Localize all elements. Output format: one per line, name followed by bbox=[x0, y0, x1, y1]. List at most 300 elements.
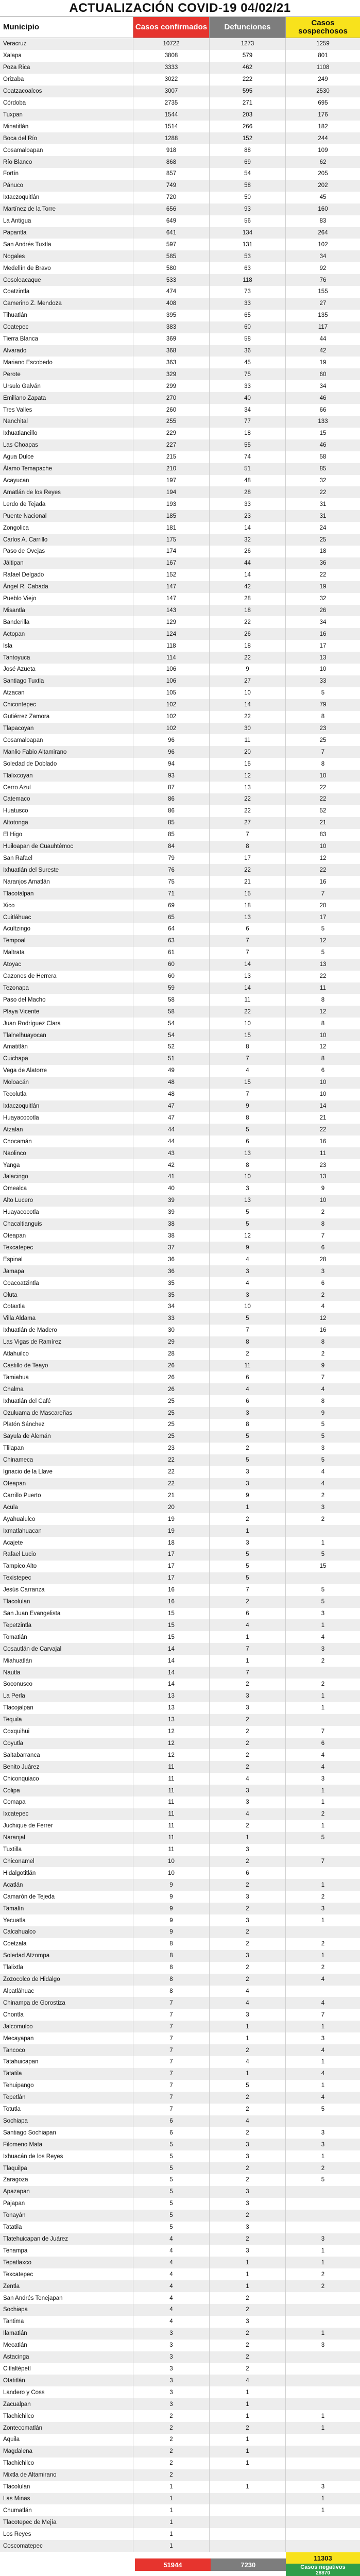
cell-defunciones: 2 bbox=[210, 2422, 286, 2434]
cell-sospechosos: 25 bbox=[319, 536, 327, 543]
cell-confirmados: 2 bbox=[133, 2422, 210, 2434]
cell-confirmados: 28 bbox=[133, 1348, 210, 1360]
cell-confirmados: 9 bbox=[133, 1914, 210, 1926]
cell-municipio: Oteapan bbox=[0, 1230, 133, 1242]
cell-defunciones: 42 bbox=[210, 581, 286, 593]
cell-confirmados: 22 bbox=[133, 1466, 210, 1478]
table-row bbox=[0, 971, 360, 982]
cell-municipio: Camarón de Tejeda bbox=[0, 1891, 133, 1903]
cell-confirmados: 105 bbox=[133, 687, 210, 699]
cell-confirmados: 395 bbox=[133, 310, 210, 321]
cell-defunciones: 1 bbox=[210, 2481, 286, 2493]
cell-confirmados: 19 bbox=[133, 1525, 210, 1537]
cell-confirmados: 369 bbox=[133, 333, 210, 345]
table-row bbox=[0, 2340, 360, 2351]
cell-defunciones: 134 bbox=[210, 227, 286, 239]
cell-confirmados: 102 bbox=[133, 699, 210, 711]
cell-confirmados: 20 bbox=[133, 1501, 210, 1513]
cell-sospechosos: 4 bbox=[321, 1999, 325, 2006]
table-row bbox=[0, 1112, 360, 1124]
table-row bbox=[0, 1619, 360, 1631]
cell-defunciones: 1 bbox=[210, 1525, 286, 1537]
cell-defunciones: 3 bbox=[210, 1844, 286, 1856]
cell-confirmados: 58 bbox=[133, 994, 210, 1006]
cell-defunciones: 1 bbox=[210, 2021, 286, 2032]
table-row bbox=[0, 1690, 360, 1702]
cell-sospechosos: 2530 bbox=[316, 88, 330, 95]
cell-defunciones: 4 bbox=[210, 1065, 286, 1077]
cell-defunciones: 1 bbox=[210, 1501, 286, 1513]
cell-sospechosos: 3 bbox=[321, 1775, 325, 1782]
table-header bbox=[0, 16, 360, 38]
table-row bbox=[0, 38, 360, 50]
table-row bbox=[0, 1844, 360, 1856]
cell-confirmados: 79 bbox=[133, 853, 210, 865]
cell-municipio: Gutiérrez Zamora bbox=[0, 711, 133, 723]
cell-municipio: Cerro Azul bbox=[0, 782, 133, 793]
cell-sospechosos: 155 bbox=[318, 289, 328, 295]
cell-municipio: Orizaba bbox=[0, 74, 133, 86]
table-row bbox=[0, 1136, 360, 1147]
cell-municipio: Tlacolulan bbox=[0, 2481, 133, 2493]
cell-defunciones: 5 bbox=[210, 1549, 286, 1561]
cell-sospechosos bbox=[286, 2458, 360, 2469]
table-row bbox=[0, 1147, 360, 1159]
cell-defunciones: 4 bbox=[210, 1773, 286, 1785]
cell-confirmados: 368 bbox=[133, 345, 210, 357]
cell-defunciones: 3 bbox=[210, 2245, 286, 2257]
cell-municipio: Huatusco bbox=[0, 805, 133, 817]
cell-confirmados: 7 bbox=[133, 1997, 210, 2009]
table-row bbox=[0, 888, 360, 900]
table-row bbox=[0, 1667, 360, 1679]
cell-municipio: Altotonga bbox=[0, 817, 133, 829]
cell-sospechosos: 109 bbox=[318, 147, 328, 154]
cell-sospechosos: 10 bbox=[319, 843, 327, 850]
cell-sospechosos: 1 bbox=[321, 2153, 325, 2160]
cell-municipio: Chinampa de Gorostiza bbox=[0, 1997, 133, 2009]
table-row bbox=[0, 1195, 360, 1207]
cell-confirmados: 7 bbox=[133, 2104, 210, 2115]
cell-municipio: Filomeno Mata bbox=[0, 2139, 133, 2150]
cell-confirmados: 13 bbox=[133, 1714, 210, 1726]
cell-municipio: Atlahuilco bbox=[0, 1348, 133, 1360]
cell-sospechosos bbox=[286, 2386, 360, 2398]
cell-confirmados: 17 bbox=[133, 1561, 210, 1572]
cell-sospechosos bbox=[286, 2115, 360, 2127]
cell-municipio: Saltabarranca bbox=[0, 1749, 133, 1761]
table-row bbox=[0, 62, 360, 74]
table-row bbox=[0, 1371, 360, 1383]
cell-municipio: Omealca bbox=[0, 1183, 133, 1195]
cell-defunciones: 5 bbox=[210, 1218, 286, 1230]
cell-municipio: Xico bbox=[0, 900, 133, 911]
cell-sospechosos: 3 bbox=[321, 2141, 325, 2148]
cell-defunciones: 2 bbox=[210, 2044, 286, 2056]
table-body bbox=[0, 38, 360, 2552]
cell-sospechosos: 45 bbox=[319, 194, 327, 201]
cell-defunciones: 58 bbox=[210, 333, 286, 345]
table-row bbox=[0, 2056, 360, 2068]
table-row bbox=[0, 1407, 360, 1419]
cell-defunciones: 12 bbox=[210, 1230, 286, 1242]
table-row bbox=[0, 2469, 360, 2481]
cell-defunciones: 2 bbox=[210, 2162, 286, 2174]
cell-sospechosos: 5 bbox=[321, 1551, 325, 1558]
cell-confirmados: 143 bbox=[133, 605, 210, 617]
cell-defunciones: 11 bbox=[210, 994, 286, 1006]
cell-municipio: Ixhuatlán del Sureste bbox=[0, 864, 133, 876]
table-row bbox=[0, 156, 360, 168]
cell-defunciones: 1 bbox=[210, 2386, 286, 2398]
cell-sospechosos: 1 bbox=[321, 1787, 325, 1794]
cell-confirmados: 85 bbox=[133, 829, 210, 841]
cell-municipio: Ixtaczoquitlán bbox=[0, 1100, 133, 1112]
cell-defunciones: 28 bbox=[210, 593, 286, 605]
cell-municipio: Comapa bbox=[0, 1797, 133, 1808]
cell-municipio: Ilamatlán bbox=[0, 2328, 133, 2340]
cell-defunciones: 3 bbox=[210, 2186, 286, 2198]
cell-defunciones: 2 bbox=[210, 1938, 286, 1950]
cell-sospechosos: 16 bbox=[319, 1138, 327, 1145]
cell-confirmados: 19 bbox=[133, 1513, 210, 1525]
cell-sospechosos: 22 bbox=[319, 973, 327, 980]
cell-confirmados: 1 bbox=[133, 2481, 210, 2493]
cell-defunciones: 27 bbox=[210, 817, 286, 829]
cell-municipio: Camerino Z. Mendoza bbox=[0, 298, 133, 310]
cell-municipio: Papantla bbox=[0, 227, 133, 239]
cell-sospechosos: 10 bbox=[319, 1032, 327, 1039]
table-row bbox=[0, 1761, 360, 1773]
cell-confirmados: 29 bbox=[133, 1336, 210, 1348]
table-row bbox=[0, 2032, 360, 2044]
table-row bbox=[0, 605, 360, 617]
table-row bbox=[0, 1856, 360, 1868]
table-row bbox=[0, 250, 360, 262]
cell-sospechosos: 16 bbox=[319, 1327, 327, 1334]
cell-confirmados: 641 bbox=[133, 227, 210, 239]
cell-sospechosos: 10 bbox=[319, 1197, 327, 1204]
table-row bbox=[0, 1572, 360, 1584]
table-row bbox=[0, 2351, 360, 2363]
cell-defunciones: 222 bbox=[210, 74, 286, 86]
table-row bbox=[0, 2328, 360, 2340]
cell-sospechosos: 19 bbox=[319, 359, 327, 366]
cell-confirmados: 61 bbox=[133, 947, 210, 959]
cell-municipio: Jesús Carranza bbox=[0, 1584, 133, 1596]
cell-sospechosos: 22 bbox=[319, 796, 327, 803]
cell-confirmados: 5 bbox=[133, 2150, 210, 2162]
cell-defunciones: 33 bbox=[210, 298, 286, 310]
table-row bbox=[0, 534, 360, 546]
cell-municipio: Nogales bbox=[0, 250, 133, 262]
cell-municipio: Naranjal bbox=[0, 1832, 133, 1844]
cell-confirmados: 87 bbox=[133, 782, 210, 793]
table-row bbox=[0, 628, 360, 640]
cell-defunciones: 2 bbox=[210, 1962, 286, 1974]
cell-municipio: Apazapan bbox=[0, 2186, 133, 2198]
cell-confirmados: 69 bbox=[133, 900, 210, 911]
table-row bbox=[0, 1903, 360, 1914]
cell-defunciones: 27 bbox=[210, 675, 286, 687]
cell-municipio: Texcatepec bbox=[0, 1242, 133, 1253]
cell-municipio: Catemaco bbox=[0, 793, 133, 805]
cell-municipio: Nautla bbox=[0, 1667, 133, 1679]
table-row bbox=[0, 1230, 360, 1242]
cell-defunciones: 2 bbox=[210, 2304, 286, 2316]
cell-confirmados: 197 bbox=[133, 475, 210, 487]
cell-sospechosos: 13 bbox=[319, 961, 327, 968]
cell-defunciones: 13 bbox=[210, 1147, 286, 1159]
cell-sospechosos bbox=[286, 2375, 360, 2386]
cell-municipio: Santiago Sochiapan bbox=[0, 2127, 133, 2139]
cell-defunciones bbox=[210, 2516, 286, 2528]
cell-municipio: Acajete bbox=[0, 1537, 133, 1549]
cell-sospechosos: 1 bbox=[321, 1622, 325, 1629]
cell-municipio: Santiago Tuxtla bbox=[0, 675, 133, 687]
cell-municipio: Juchique de Ferrer bbox=[0, 1820, 133, 1832]
cell-confirmados: 76 bbox=[133, 864, 210, 876]
table-row bbox=[0, 1301, 360, 1313]
cell-municipio: Paso del Macho bbox=[0, 994, 133, 1006]
cell-confirmados: 52 bbox=[133, 1041, 210, 1053]
cell-sospechosos: 1 bbox=[321, 1693, 325, 1700]
cell-confirmados: 918 bbox=[133, 144, 210, 156]
table-row bbox=[0, 770, 360, 782]
cell-defunciones: 3 bbox=[210, 1466, 286, 1478]
cell-confirmados: 4 bbox=[133, 2233, 210, 2245]
cell-municipio: Sochiapa bbox=[0, 2115, 133, 2127]
cell-confirmados: 1 bbox=[133, 2516, 210, 2528]
cell-municipio: Tlacojalpan bbox=[0, 1702, 133, 1714]
cell-confirmados: 185 bbox=[133, 510, 210, 522]
cell-defunciones: 23 bbox=[210, 510, 286, 522]
header-defunciones: Defunciones bbox=[210, 17, 286, 38]
cell-sospechosos: 3 bbox=[321, 1610, 325, 1617]
table-row bbox=[0, 2363, 360, 2375]
table-row bbox=[0, 1608, 360, 1620]
cell-confirmados: 54 bbox=[133, 1029, 210, 1041]
cell-municipio: Mecayapan bbox=[0, 2032, 133, 2044]
cell-sospechosos bbox=[286, 2363, 360, 2375]
cell-sospechosos: 176 bbox=[318, 111, 328, 118]
cell-defunciones: 22 bbox=[210, 864, 286, 876]
cell-municipio: Fortín bbox=[0, 168, 133, 180]
cell-confirmados: 40 bbox=[133, 1183, 210, 1195]
cell-sospechosos: 5 bbox=[321, 2177, 325, 2183]
cell-defunciones: 3 bbox=[210, 2222, 286, 2233]
table-row bbox=[0, 2257, 360, 2268]
cell-confirmados: 210 bbox=[133, 463, 210, 475]
cell-municipio: Pánuco bbox=[0, 180, 133, 192]
cell-municipio: José Azueta bbox=[0, 664, 133, 675]
cell-confirmados: 8 bbox=[133, 1974, 210, 1986]
cell-defunciones: 4 bbox=[210, 2056, 286, 2068]
cell-confirmados: 215 bbox=[133, 451, 210, 463]
cell-municipio: Tamiahua bbox=[0, 1371, 133, 1383]
cell-defunciones: 2 bbox=[210, 1974, 286, 1986]
cell-municipio: Veracruz bbox=[0, 38, 133, 50]
cell-confirmados: 3333 bbox=[133, 62, 210, 74]
cell-confirmados: 71 bbox=[133, 888, 210, 900]
cell-sospechosos: 33 bbox=[319, 678, 327, 685]
table-row bbox=[0, 1336, 360, 1348]
cell-sospechosos: 4 bbox=[321, 1469, 325, 1476]
cell-municipio: Playa Vicente bbox=[0, 1006, 133, 1018]
cell-defunciones: 6 bbox=[210, 1371, 286, 1383]
cell-sospechosos bbox=[286, 2398, 360, 2410]
cell-sospechosos: 10 bbox=[319, 1079, 327, 1086]
cell-municipio: Cuitláhuac bbox=[0, 911, 133, 923]
cell-municipio: Cosautlán de Carvajal bbox=[0, 1643, 133, 1655]
page-title: ACTUALIZACIÓN COVID-19 04/02/21 bbox=[69, 1, 291, 15]
table-row bbox=[0, 1360, 360, 1372]
table-row bbox=[0, 1596, 360, 1608]
cell-sospechosos: 4 bbox=[321, 1303, 325, 1310]
cell-sospechosos: 22 bbox=[319, 489, 327, 496]
cell-defunciones: 3 bbox=[210, 1797, 286, 1808]
cell-confirmados: 6 bbox=[133, 2115, 210, 2127]
table-row bbox=[0, 699, 360, 711]
cell-municipio: Ozuluama de Mascareñas bbox=[0, 1407, 133, 1419]
cell-defunciones: 1 bbox=[210, 1832, 286, 1844]
cell-confirmados: 5 bbox=[133, 2210, 210, 2222]
cell-confirmados: 26 bbox=[133, 1360, 210, 1372]
table-row bbox=[0, 1100, 360, 1112]
cell-confirmados: 102 bbox=[133, 723, 210, 735]
table-row bbox=[0, 1879, 360, 1891]
cell-municipio: La Antigua bbox=[0, 215, 133, 227]
cell-defunciones: 60 bbox=[210, 321, 286, 333]
table-row bbox=[0, 1041, 360, 1053]
cell-municipio: Tantoyuca bbox=[0, 652, 133, 664]
cell-confirmados: 33 bbox=[133, 1313, 210, 1325]
table-row bbox=[0, 829, 360, 841]
cell-municipio: Otatitlán bbox=[0, 2375, 133, 2386]
table-row bbox=[0, 2162, 360, 2174]
cell-confirmados: 118 bbox=[133, 640, 210, 652]
cell-defunciones: 40 bbox=[210, 392, 286, 404]
table-row bbox=[0, 498, 360, 510]
table-row bbox=[0, 1584, 360, 1596]
cell-sospechosos bbox=[286, 1844, 360, 1856]
cell-confirmados: 720 bbox=[133, 192, 210, 204]
cell-sospechosos: 23 bbox=[319, 725, 327, 732]
cell-sospechosos bbox=[286, 1525, 360, 1537]
cell-confirmados: 17 bbox=[133, 1549, 210, 1561]
table-row bbox=[0, 1478, 360, 1490]
table-row bbox=[0, 1443, 360, 1454]
cell-municipio: Espinal bbox=[0, 1253, 133, 1265]
cell-confirmados: 4 bbox=[133, 2268, 210, 2280]
cell-municipio: Citlaltépetl bbox=[0, 2363, 133, 2375]
cell-confirmados: 64 bbox=[133, 923, 210, 935]
cell-confirmados: 383 bbox=[133, 321, 210, 333]
cell-municipio: Emiliano Zapata bbox=[0, 392, 133, 404]
cell-defunciones: 34 bbox=[210, 404, 286, 416]
cell-defunciones: 65 bbox=[210, 310, 286, 321]
table-row bbox=[0, 2422, 360, 2434]
cell-municipio: Tenampa bbox=[0, 2245, 133, 2257]
table-row bbox=[0, 2458, 360, 2469]
cell-confirmados: 25 bbox=[133, 1431, 210, 1443]
cell-confirmados: 2735 bbox=[133, 97, 210, 109]
cell-confirmados: 4 bbox=[133, 2245, 210, 2257]
cell-sospechosos: 8 bbox=[321, 1339, 325, 1346]
cell-defunciones: 1 bbox=[210, 1631, 286, 1643]
cell-confirmados: 2 bbox=[133, 2434, 210, 2446]
cell-sospechosos bbox=[286, 2222, 360, 2233]
cell-confirmados: 10 bbox=[133, 1867, 210, 1879]
cell-sospechosos: 8 bbox=[321, 714, 325, 720]
cell-defunciones: 10 bbox=[210, 1018, 286, 1029]
table-row bbox=[0, 994, 360, 1006]
cell-sospechosos: 4 bbox=[321, 2071, 325, 2077]
table-row bbox=[0, 947, 360, 959]
cell-confirmados: 5 bbox=[133, 2186, 210, 2198]
cell-sospechosos bbox=[286, 2528, 360, 2540]
cell-sospechosos bbox=[286, 2540, 360, 2552]
cell-defunciones: 58 bbox=[210, 180, 286, 192]
cell-sospechosos: 5 bbox=[321, 950, 325, 956]
cell-confirmados: 124 bbox=[133, 628, 210, 640]
cell-defunciones: 10 bbox=[210, 1301, 286, 1313]
cell-sospechosos: 13 bbox=[319, 654, 327, 661]
cell-municipio: Tecolutla bbox=[0, 1089, 133, 1100]
table-row bbox=[0, 557, 360, 569]
cell-confirmados: 181 bbox=[133, 522, 210, 534]
cell-municipio: Ixhuatlán de Madero bbox=[0, 1325, 133, 1336]
cell-municipio: Tomatlán bbox=[0, 1631, 133, 1643]
cell-sospechosos: 3 bbox=[321, 1905, 325, 1912]
table-row bbox=[0, 782, 360, 793]
table-row bbox=[0, 569, 360, 581]
cell-municipio: Naranjos Amatlán bbox=[0, 876, 133, 888]
cell-municipio: Yecuatla bbox=[0, 1914, 133, 1926]
cell-confirmados: 84 bbox=[133, 841, 210, 853]
cell-municipio: Cosamaloapan bbox=[0, 144, 133, 156]
cell-defunciones: 14 bbox=[210, 959, 286, 971]
cell-confirmados: 1514 bbox=[133, 121, 210, 132]
table-row bbox=[0, 1265, 360, 1277]
cell-confirmados: 2 bbox=[133, 2458, 210, 2469]
cell-municipio: Xalapa bbox=[0, 50, 133, 62]
cell-confirmados: 44 bbox=[133, 1124, 210, 1136]
cell-municipio: San Andrés Tuxtla bbox=[0, 239, 133, 250]
cell-defunciones: 1 bbox=[210, 2280, 286, 2292]
cell-sospechosos: 4 bbox=[321, 1634, 325, 1640]
table-row bbox=[0, 2080, 360, 2092]
cell-defunciones: 118 bbox=[210, 274, 286, 286]
cell-sospechosos: 14 bbox=[319, 1103, 327, 1110]
cell-sospechosos: 7 bbox=[321, 749, 325, 755]
cell-sospechosos: 2 bbox=[321, 1209, 325, 1216]
table-row bbox=[0, 1726, 360, 1738]
cell-municipio: Huiloapan de Cuauhtémoc bbox=[0, 841, 133, 853]
cell-confirmados: 10722 bbox=[133, 38, 210, 50]
cell-confirmados: 41 bbox=[133, 1171, 210, 1183]
cell-defunciones: 5 bbox=[210, 1313, 286, 1325]
cell-defunciones: 5 bbox=[210, 2080, 286, 2092]
cell-confirmados: 22 bbox=[133, 1478, 210, 1490]
cell-municipio: Benito Juárez bbox=[0, 1761, 133, 1773]
cell-municipio: Acatlán bbox=[0, 1879, 133, 1891]
header-confirmados: Casos confirmados bbox=[133, 17, 210, 38]
table-row bbox=[0, 640, 360, 652]
cell-sospechosos: 22 bbox=[319, 784, 327, 791]
cell-defunciones: 4 bbox=[210, 1997, 286, 2009]
cell-sospechosos: 34 bbox=[319, 253, 327, 260]
